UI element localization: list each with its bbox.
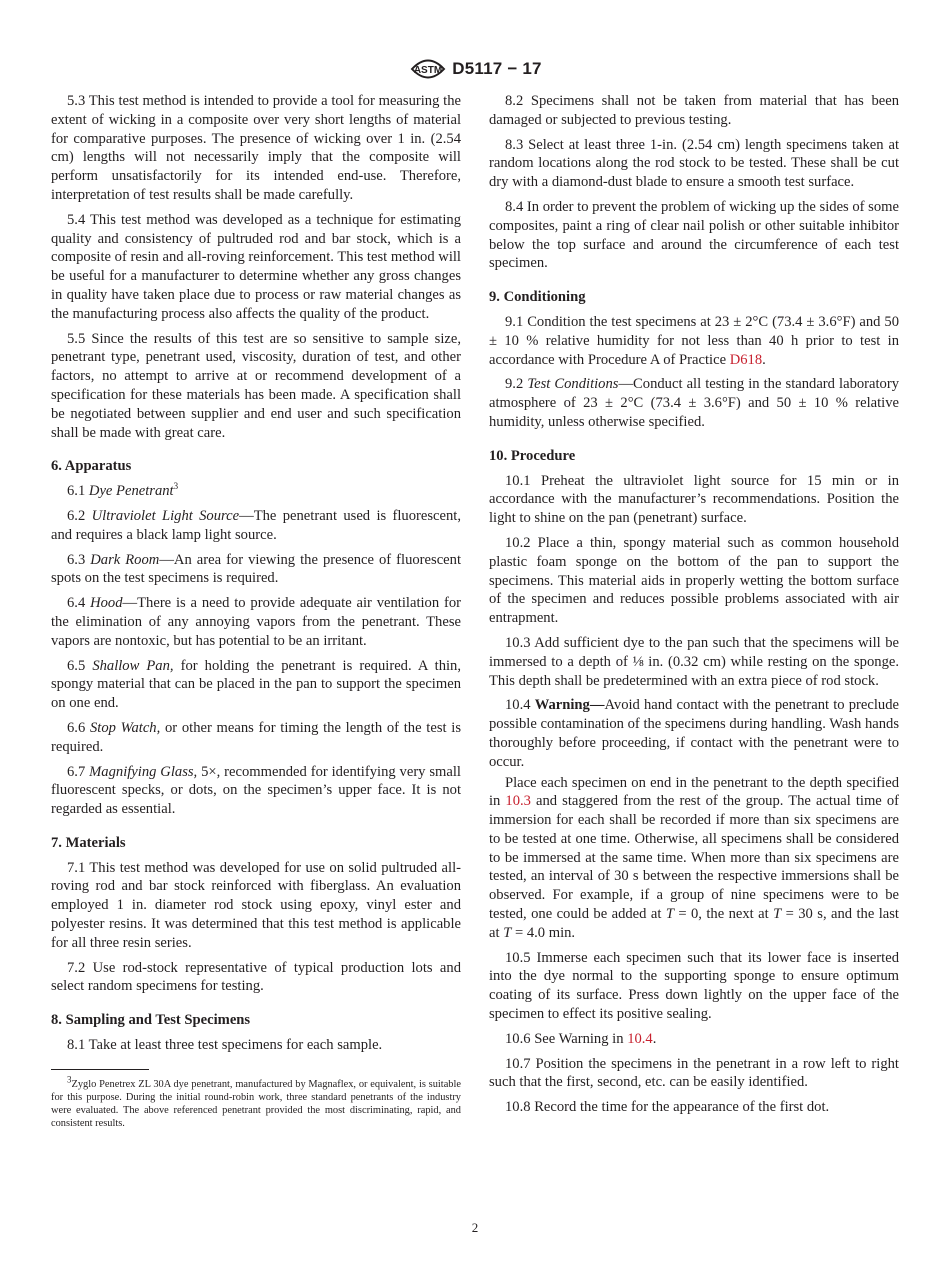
page-header: [0, 56, 950, 82]
para-8-4: 8.4 In order to prevent the problem of wicking up the sides of some composites, paint a ring of clear nail polish or other suitable inhibitor below the top surface and around the circumference of each test specimen.: [489, 198, 899, 272]
para-7-1: 7.1 This test method was developed for use on solid pultruded all-roving rod and bar stock reinforced with fiberglass. An evaluation employed 1 in. diameter rod stock using epoxy, vinyl ester and polyester resins. It was determined that this test method is applicable for all three resin series.: [51, 859, 461, 951]
para-10-2: 10.2 Place a thin, spongy material such as common household plastic foam sponge on the bottom of the pan to support the specimens. This material aids in properly wetting the bottom surface of the specimen and reduces possible problems associated with air entrapment.: [489, 534, 899, 627]
para-10-5: 10.5 Immerse each specimen such that its lower face is inserted into the dye normal to the supporting sponge to ensure optimum coating of its surface. Press down lightly on the upper face of the specimen to effect its positive sealing.: [489, 949, 899, 1023]
link-10-3[interactable]: 10.3: [505, 793, 531, 810]
para-8-2: 8.2 Specimens shall not be taken from material that has been damaged or subjected to previous testing.: [489, 93, 899, 128]
para-9-1: 9.1 Condition the test specimens at 23 ± 2°C (73.4 ± 3.6°F) and 50 ± 10 % relative humidity for not less than 40 h prior to test in accordance with Procedure A of Practice D618.: [489, 313, 899, 368]
para-5-3: 5.3 This test method is intended to provide a tool for measuring the extent of wicking in a composite over very short lengths of material for comparative purposes. The presence of wicking over 1 in. (2.54 cm) lengths will not necessarily imply that the composite will perform unsatisfactorily for its intended end-use. Therefore, interpretation of test results shall be made carefully.: [51, 93, 461, 203]
para-7-2: 7.2 Use rod-stock representative of typical production lots and select random specimens for testing.: [51, 959, 461, 995]
section-7-heading: 7. Materials: [51, 834, 126, 851]
para-10-6: 10.6 See Warning in 10.4.: [505, 1030, 657, 1047]
para-5-5: 5.5 Since the results of this test are so sensitive to sample size, penetrant type, penetrant used, viscosity, duration of test, and other factors, no attempt to arrive at or recommend development of a specification for these materials has been made. A specification shall be negotiated between supplier and end user and such specification shall be made with great care.: [51, 330, 461, 441]
standard-designation: D5117 − 17: [452, 59, 542, 78]
para-10-4-continued: Place each specimen on end in the penetrant to the depth specified in 10.3 and staggered from the rest of the group. The actual time of immersion for each shall be recorded if more than six specimens are to be tested at one time. Otherwise, all specimens shall be considered to be immersed at the same time. When more than six specimens are tested, an interval of 30 s between the respective immersions shall be observed. For example, if a group of nine specimens were to be tested, one could be added at T = 0, the next at T = 30 s, and the last at T = 4.0 min.: [489, 774, 900, 941]
para-6-3: 6.3 Dark Room—An area for viewing the presence of fluorescent spots on the test specimens is required.: [51, 551, 461, 587]
section-10-heading: 10. Procedure: [489, 447, 576, 464]
right-column: [489, 92, 899, 1123]
footnote-3: $^3$Zyglo Penetrex ZL 30A dye penetrant, manufactured by Magnaflex, or equivalent, is suitable for this purpose. During the initial round-robin work, three standard penetrants of the industry were evaluated. The above referenced penetrant provided the most discriminating, rapid, and consistent results.: [51, 1074, 461, 1130]
section-8-heading: 8. Sampling and Test Specimens: [51, 1012, 251, 1029]
para-6-5: 6.5 Shallow Pan, for holding the penetrant is required. A thin, spongy material that can be placed in the pan to support the specimen on one end.: [51, 657, 461, 712]
page-number: 2: [471, 1220, 479, 1235]
link-10-4[interactable]: 10.4: [627, 1030, 653, 1047]
para-10-3: 10.3 Add sufficient dye to the pan such that the specimens will be immersed to a depth of ⅛ in. (0.32 cm) while resting on the sponge. This depth shall be predetermined with an extra piece of rod stock.: [489, 634, 899, 689]
para-6-1: 6.1 Dye Penetrant$^3$: [67, 481, 179, 500]
svg-text:ASTM: ASTM: [414, 65, 443, 76]
para-6-2: 6.2 Ultraviolet Light Source—The penetrant used is fluorescent, and requires a black lamp light source.: [51, 507, 461, 543]
para-10-1: 10.1 Preheat the ultraviolet light source for 15 min or in accordance with the manufacturer’s recommendations. Position the light to shine on the pan (penetrant) surface.: [489, 472, 899, 527]
para-6-4: 6.4 Hood—There is a need to provide adequate air ventilation for the elimination of any annoying vapors from the penetrant. These vapors are nontoxic, but has potential to be an irritant.: [51, 595, 462, 649]
para-6-7: 6.7 Magnifying Glass, 5×, recommended for identifying very small fluorescent specks, or dots, on the specimen’s upper face. It is not regarded as essential.: [51, 763, 461, 818]
left-column: [51, 92, 461, 1131]
section-6-heading: 6. Apparatus: [51, 458, 132, 475]
para-10-7: 10.7 Position the specimens in the penetrant in a row left to right such that the first, second, etc. can be easily identified.: [489, 1055, 899, 1091]
para-6-6: 6.6 Stop Watch, or other means for timing the length of the test is required.: [51, 719, 462, 755]
para-9-2: 9.2 Test Conditions—Conduct all testing in the standard laboratory atmosphere of 23 ± 2°C (73.4 ± 3.6°F) and 50 ± 10 % relative humidity, unless otherwise specified.: [489, 376, 900, 430]
para-10-4: 10.4 Warning—Avoid hand contact with the penetrant to preclude possible contamination of the specimens during handling. Wash hands thoroughly before proceeding, if contact with the penetrant were to occur.: [489, 697, 899, 770]
section-9-heading: 9. Conditioning: [489, 289, 586, 306]
link-d618[interactable]: D618: [729, 351, 763, 368]
para-8-1: 8.1 Take at least three test specimens for each sample.: [67, 1037, 383, 1054]
astm-logo-icon: [408, 56, 448, 82]
para-5-4: 5.4 This test method was developed as a technique for estimating quality and consistency of pultruded rod and bar stock, which is a composite of resin and all-roving reinforcement. This test method will be useful for a manufacturer to determine whether any gross changes in quality have taken place due to process or raw material changes as the manufacturing process also affects the quality of the product.: [51, 211, 461, 322]
footnote-ref-3[interactable]: 3: [173, 481, 179, 492]
footnote-divider: [51, 1069, 149, 1070]
para-8-3: 8.3 Select at least three 1-in. (2.54 cm) length specimens taken at random locations along the rod stock to be tested. These shall be cut dry with a diamond-dust blade to ensure a smooth test surface.: [489, 136, 899, 191]
para-10-8: 10.8 Record the time for the appearance of the first dot.: [505, 1099, 830, 1116]
